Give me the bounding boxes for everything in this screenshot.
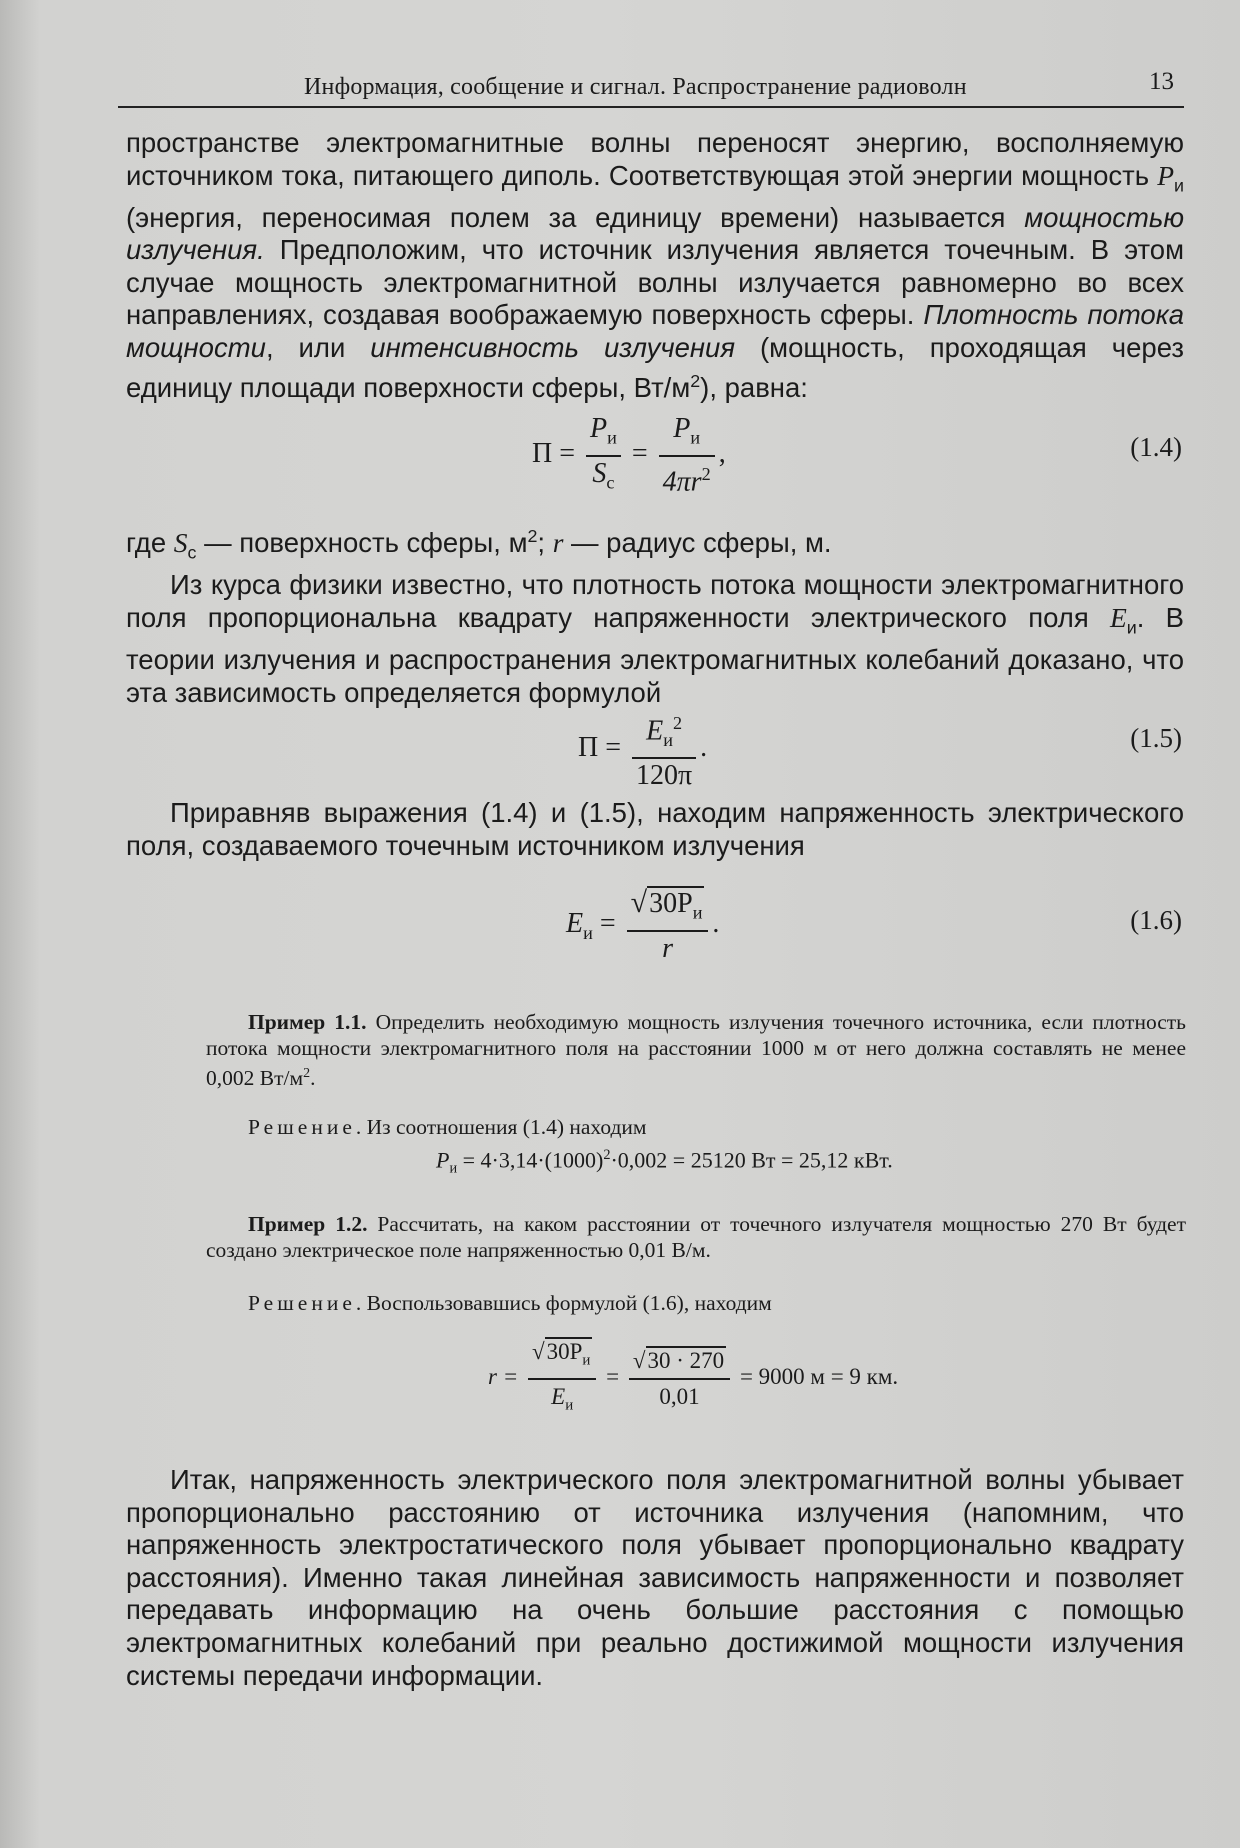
paragraph-2: где $S_с$ — поверхность сферы, $м^2$; r — радиус сферы, м.	[126, 526, 832, 563]
fraction: $\frac{√30P_и}{E_и}$	[528, 1335, 596, 1422]
example-1-1: Пример 1.1. Определить необходимую мощность излучения точечного источника, если плотность потока мощности электромагнитного поля на расстоянии 1000 м от него должна составлять не менее 0,002 $Вт/м^2$.	[206, 1010, 1186, 1091]
page-header	[118, 66, 1184, 108]
fraction: $\frac{P_и}{S_с}$	[586, 412, 621, 499]
equation-1-6: $E_и$ = $\frac{√30P_и}{r}$ .	[566, 886, 720, 964]
example-1-2-calculation: r = $\frac{√30P_и}{E_и}$ = $\frac{√30 \cdot 270}{0,01}$ = 9000 м = 9 км.	[488, 1335, 898, 1422]
equation-number-1-6: (1.6)	[1130, 905, 1182, 935]
body-text-bottom	[126, 1464, 1184, 1692]
equation-number-1-4: (1.4)	[1130, 432, 1182, 462]
body-text-middle	[126, 520, 1184, 709]
fraction: $\frac{√30 \cdot 270}{0,01}$	[629, 1344, 730, 1414]
equation-number-1-5: (1.5)	[1130, 723, 1182, 753]
example-1-2: Пример 1.2. Рассчитать, на каком расстоянии от точечного излучателя мощностью 270 Вт будет создано электрическое поле напряженностью 0,01 В/м.	[206, 1212, 1186, 1262]
body-text-top	[126, 127, 1184, 404]
equation-1-5: П = $\frac{E_и^2}{120\pi}$ .	[578, 706, 707, 793]
paragraph-3: Из курса физики известно, что плотность потока мощности электромагнитного поля пропорциональна квадрату напряженности электрического поля $E_и$. В теории излучения и распространения электромагнитных колебаний доказано, что эта зависимость определяется формулой	[126, 569, 1185, 708]
paragraph-5: Итак, напряженность электрического поля электромагнитной волны убывает пропорционально расстоянию от источника излучения (напомним, что напряженность электростатического поля убывает пропорционально квадрату расстояния). Именно такая линейная зависимость напряженности и позволяет передавать информацию на очень большие расстояния с помощью электромагнитных колебаний при реально достижимой мощности излучения системы передачи информации.	[126, 1464, 1184, 1691]
example-1-1-calculation: $P_и = 4\cdot 3,14\cdot(1000)^2\cdot 0,002 = 25120$ Вт = 25,12 кВт.	[436, 1147, 893, 1177]
running-title: Информация, сообщение и сигнал. Распространение радиоволн	[304, 74, 967, 100]
fraction: $\frac{E_и^2}{120\pi}$	[632, 706, 696, 793]
example-1-2-solution: Решение. Воспользовавшись формулой (1.6), находим	[248, 1291, 772, 1315]
fraction: $\frac{P_и}{4\pi r^2}$	[659, 412, 715, 499]
equation-1-4: П = $\frac{P_и}{S_с}$ = $\frac{P_и}{4\pi r^2}$ ,	[532, 412, 726, 499]
page-number: 13	[1149, 68, 1174, 95]
body-text-lower	[126, 797, 1184, 862]
paragraph-4: Приравняв выражения (1.4) и (1.5), находим напряженность электрического поля, создаваемого точечным источником излучения	[126, 797, 1184, 861]
paragraph-1: пространстве электромагнитные волны переносят энергию, восполняемую источником тока, питающего диполь. Соответствующая этой энергии мощность $P_и$ (энергия, переносимая полем за единицу времени) называется мощностью излучения. Предположим, что источник излучения является точечным. В этом случае мощность электромагнитной волны излучается равномерно во всех направлениях, создавая воображаемую поверхность сферы. Плотность потока мощности, или интенсивность излучения (мощность, проходящая через единицу площади поверхности сферы, $Вт/м^2$), равна:	[126, 127, 1184, 403]
example-1-1-solution: Решение. Из соотношения (1.4) находим	[248, 1115, 647, 1139]
fraction: $\frac{√30P_и}{r}$	[627, 886, 709, 966]
